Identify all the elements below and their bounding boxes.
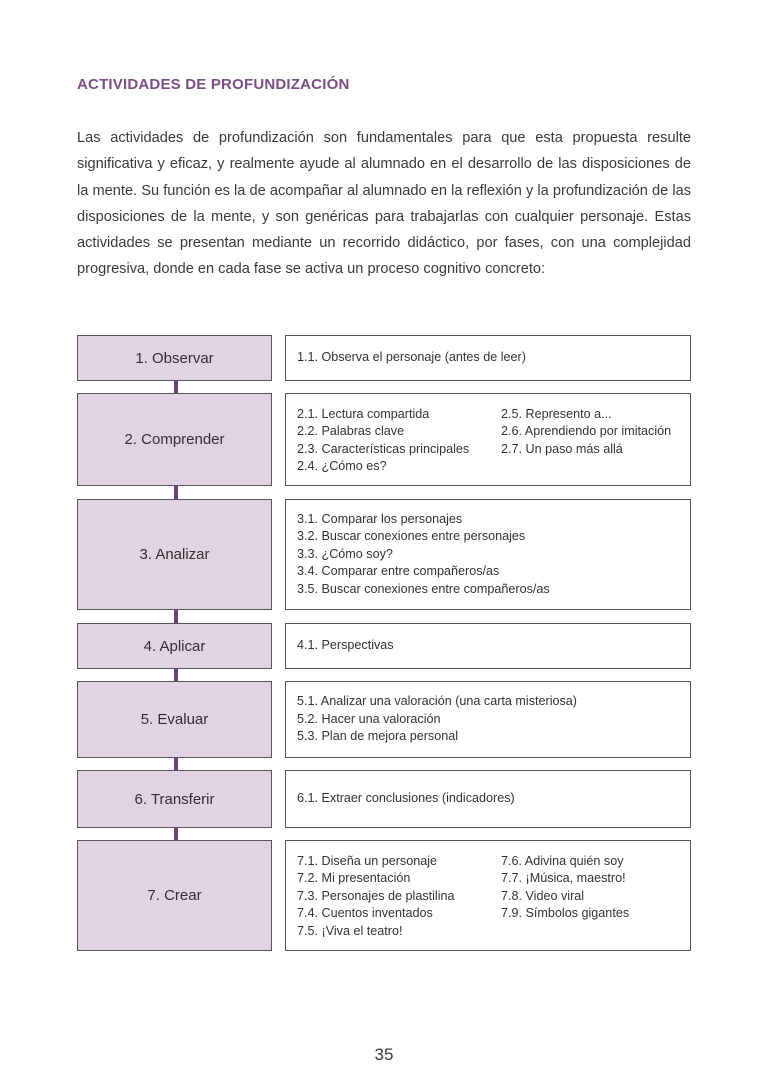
- activities-box: [285, 770, 691, 828]
- activity-item: 1.1. Observa el personaje (antes de leer): [297, 350, 526, 365]
- phase-box: 4. Aplicar: [77, 623, 272, 669]
- activities-column: [297, 637, 394, 654]
- activity-item: 7.6. Adivina quién soy: [501, 854, 624, 868]
- section-heading: ACTIVIDADES DE PROFUNDIZACIÓN: [77, 76, 350, 93]
- activity-item: 2.5. Represento a...: [501, 407, 612, 421]
- phase-box: 6. Transferir: [77, 770, 272, 828]
- activity-item: 7.4. Cuentos inventados: [297, 906, 433, 921]
- phase-connector: [174, 828, 178, 840]
- activities-box: [285, 393, 691, 486]
- phase-box: 3. Analizar: [77, 499, 272, 610]
- phase-box: 7. Crear: [77, 840, 272, 951]
- activity-item: 2.6. Aprendiendo por imitación: [501, 424, 672, 439]
- activity-item: 7.9. Símbolos gigantes: [501, 906, 630, 921]
- activities-column: [297, 349, 526, 366]
- activity-item: 7.5. ¡Viva el teatro!: [297, 923, 403, 938]
- activities-column: [297, 790, 515, 807]
- phase-connector: [174, 381, 178, 393]
- activities-column: [501, 853, 629, 923]
- activity-item: 3.1. Comparar los personajes: [297, 511, 463, 526]
- activity-item: 5.2. Hacer una valoración: [297, 711, 441, 726]
- activity-item: 2.7. Un paso más allá: [501, 441, 623, 456]
- activities-box: [285, 335, 691, 381]
- phase-connector: [174, 758, 178, 770]
- activity-item: 7.2. Mi presentación: [297, 871, 411, 886]
- activity-item: 7.1. Diseña un personaje: [297, 854, 438, 868]
- phase-connector: [174, 486, 178, 499]
- activities-box: [285, 840, 691, 951]
- activity-item: 6.1. Extraer conclusiones (indicadores): [297, 791, 515, 806]
- activity-item: 4.1. Perspectivas: [297, 638, 394, 653]
- activity-item: 2.3. Características principales: [297, 441, 470, 456]
- activity-item: 7.8. Video viral: [501, 888, 585, 903]
- activities-column: [297, 406, 501, 476]
- activities-column: [501, 406, 671, 458]
- activity-item: 5.1. Analizar una valoración (una carta misteriosa): [297, 694, 578, 709]
- activity-item: 2.2. Palabras clave: [297, 424, 405, 439]
- activities-box: [285, 681, 691, 758]
- activity-item: 2.4. ¿Cómo es?: [297, 459, 387, 474]
- activity-item: 7.7. ¡Música, maestro!: [501, 871, 626, 886]
- activities-column: [297, 853, 501, 940]
- activity-item: 3.3. ¿Cómo soy?: [297, 546, 393, 561]
- activity-item: 5.3. Plan de mejora personal: [297, 729, 459, 744]
- activities-column: [297, 693, 577, 745]
- phase-connector: [174, 669, 178, 681]
- activities-box: [285, 623, 691, 669]
- intro-paragraph: Las actividades de profundización son fundamentales para que esta propuesta resulte significativa y eficaz, y realmente ayude al alumnado en el desarrollo de las disposiciones de la mente. Su función es la de acompañar al alumnado en la reflexión y la profundización de las disposiciones de la mente, y son genéricas para trabajarlas con cualquier personaje. Estas actividades se presentan mediante un recorrido didáctico, por fases, con una complejidad progresiva, donde en cada fase se activa un proceso cognitivo concreto:: [77, 130, 691, 278]
- activities-column: [297, 511, 550, 598]
- page-number: 35: [374, 1045, 394, 1064]
- activity-item: 3.4. Comparar entre compañeros/as: [297, 564, 500, 579]
- phase-box: 2. Comprender: [77, 393, 272, 486]
- phase-box: 1. Observar: [77, 335, 272, 381]
- phase-connector: [174, 610, 178, 623]
- phase-box: 5. Evaluar: [77, 681, 272, 758]
- activities-box: [285, 499, 691, 610]
- activity-item: 7.3. Personajes de plastilina: [297, 888, 455, 903]
- activity-item: 3.2. Buscar conexiones entre personajes: [297, 529, 526, 544]
- activity-item: 2.1. Lectura compartida: [297, 407, 430, 421]
- activity-item: 3.5. Buscar conexiones entre compañeros/as: [297, 581, 550, 596]
